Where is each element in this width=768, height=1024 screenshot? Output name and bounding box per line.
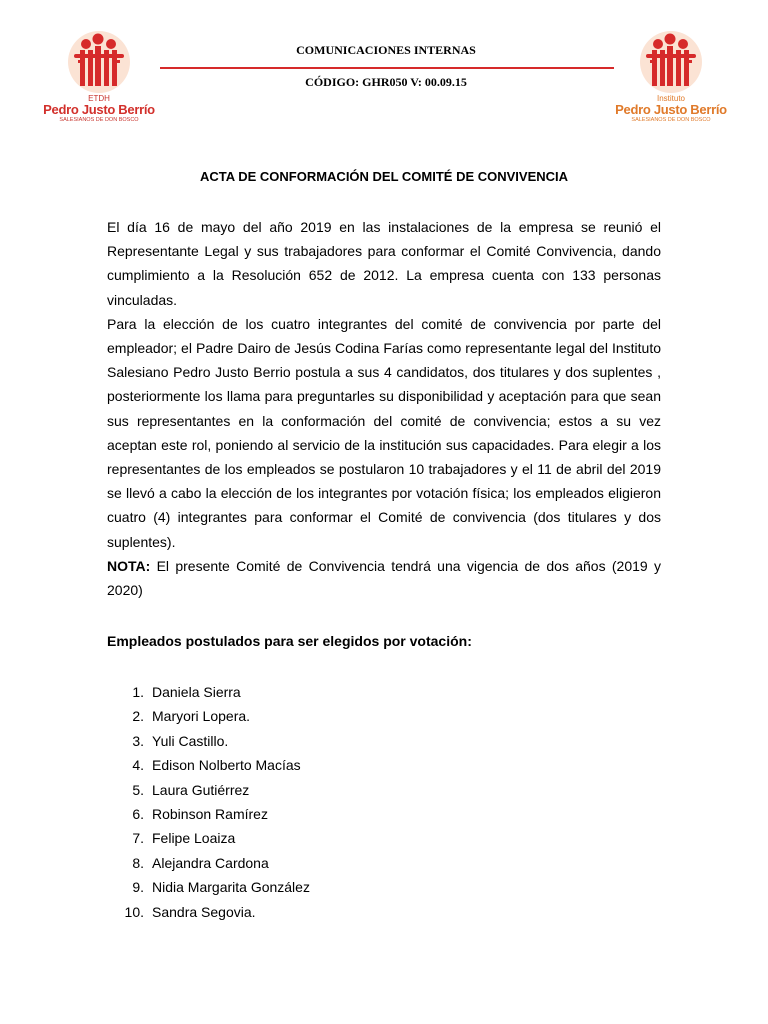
candidates-heading: Empleados postulados para ser elegidos por votación:	[107, 633, 472, 649]
etdh-logo	[34, 30, 164, 134]
list-item	[107, 826, 310, 850]
list-item-name: Alejandra Cardona	[152, 854, 269, 871]
list-item-number: 8.	[132, 854, 144, 871]
list-item-number: 9.	[132, 879, 144, 896]
logo-top-label: ETDH	[88, 94, 110, 103]
candidates-list	[107, 680, 310, 924]
list-item-number: 7.	[132, 830, 144, 847]
list-item-number: 3.	[132, 732, 144, 749]
logo-tagline: SALESIANOS DE DON BOSCO	[631, 117, 711, 123]
note-paragraph	[107, 554, 661, 602]
list-item-number: 6.	[132, 805, 144, 822]
list-item	[107, 900, 310, 924]
list-item	[107, 753, 310, 777]
logo-name: Pedro Justo Berrío	[615, 102, 727, 117]
list-item-name: Daniela Sierra	[152, 684, 241, 700]
salesian-figures-icon	[34, 30, 164, 94]
header-divider	[160, 67, 614, 69]
list-item-number: 1.	[132, 684, 144, 700]
list-item-name: Nidia Margarita González	[152, 879, 310, 896]
list-item-name: Maryori Lopera.	[152, 708, 251, 725]
list-item-name: Edison Nolberto Macías	[152, 757, 301, 774]
list-item-number: 5.	[132, 781, 144, 798]
list-item-name: Laura Gutiérrez	[152, 781, 250, 798]
document-body	[107, 215, 661, 602]
list-item	[107, 851, 310, 875]
logo-name: Pedro Justo Berrío	[43, 102, 155, 117]
list-item	[107, 802, 310, 826]
instituto-logo	[606, 30, 736, 134]
paragraph-intro: El día 16 de mayo del año 2019 en las instalaciones de la empresa se reunió el Representante Legal y sus trabajadores para conformar el Comité Convivencia, dando cumplimiento a la Resolución 652 de 2012. La empresa cuenta con 133 personas vinculadas.	[107, 219, 661, 308]
note-label: NOTA:	[107, 557, 151, 574]
list-item	[107, 680, 310, 704]
document-title: ACTA DE CONFORMACIÓN DEL COMITÉ DE CONVIVENCIA	[199, 169, 569, 184]
list-item-name: Robinson Ramírez	[152, 805, 268, 822]
list-item-number: 4.	[132, 757, 144, 774]
logo-top-label: Instituto	[656, 94, 685, 103]
list-item-number: 10.	[124, 903, 144, 920]
list-item-name: Felipe Loaiza	[152, 830, 236, 847]
header-code: CÓDIGO: GHR050 V: 00.09.15	[305, 75, 467, 89]
note-text: El presente Comité de Convivencia tendrá una vigencia de dos años (2019 y 2020)	[107, 557, 661, 599]
paragraph-election: Para la elección de los cuatro integrantes del comité de convivencia por parte del empleador; el Padre Dairo de Jesús Codina Farías como representante legal del Instituto Salesiano Pedro Justo Berrio postula a sus 4 candidatos, dos titulares y dos suplentes , posteriormente los llama para preguntarles su disponibilidad y aceptación para que sean sus representantes en la conformación del comité de convivencia; estos a su vez aceptan este rol, poniendo al servicio de la institución sus capacidades. Para elegir a los representantes de los empleados se postularon 10 trabajadores y el 11 de abril del 2019 se llevó a cabo la elección de los integrantes por votación física; los empleados eligieron cuatro (4) integrantes para conformar el Comité de convivencia (dos titulares y dos suplentes).	[107, 315, 661, 550]
list-item	[107, 704, 310, 728]
salesian-figures-icon	[606, 30, 736, 94]
header-title: COMUNICACIONES INTERNAS	[296, 43, 476, 57]
list-item-name: Sandra Segovia.	[152, 903, 256, 920]
logo-tagline: SALESIANOS DE DON BOSCO	[59, 117, 139, 123]
list-item	[107, 778, 310, 802]
list-item	[107, 875, 310, 899]
list-item-name: Yuli Castillo.	[152, 732, 229, 749]
document-header	[0, 0, 768, 140]
list-item	[107, 729, 310, 753]
list-item-number: 2.	[132, 708, 144, 725]
